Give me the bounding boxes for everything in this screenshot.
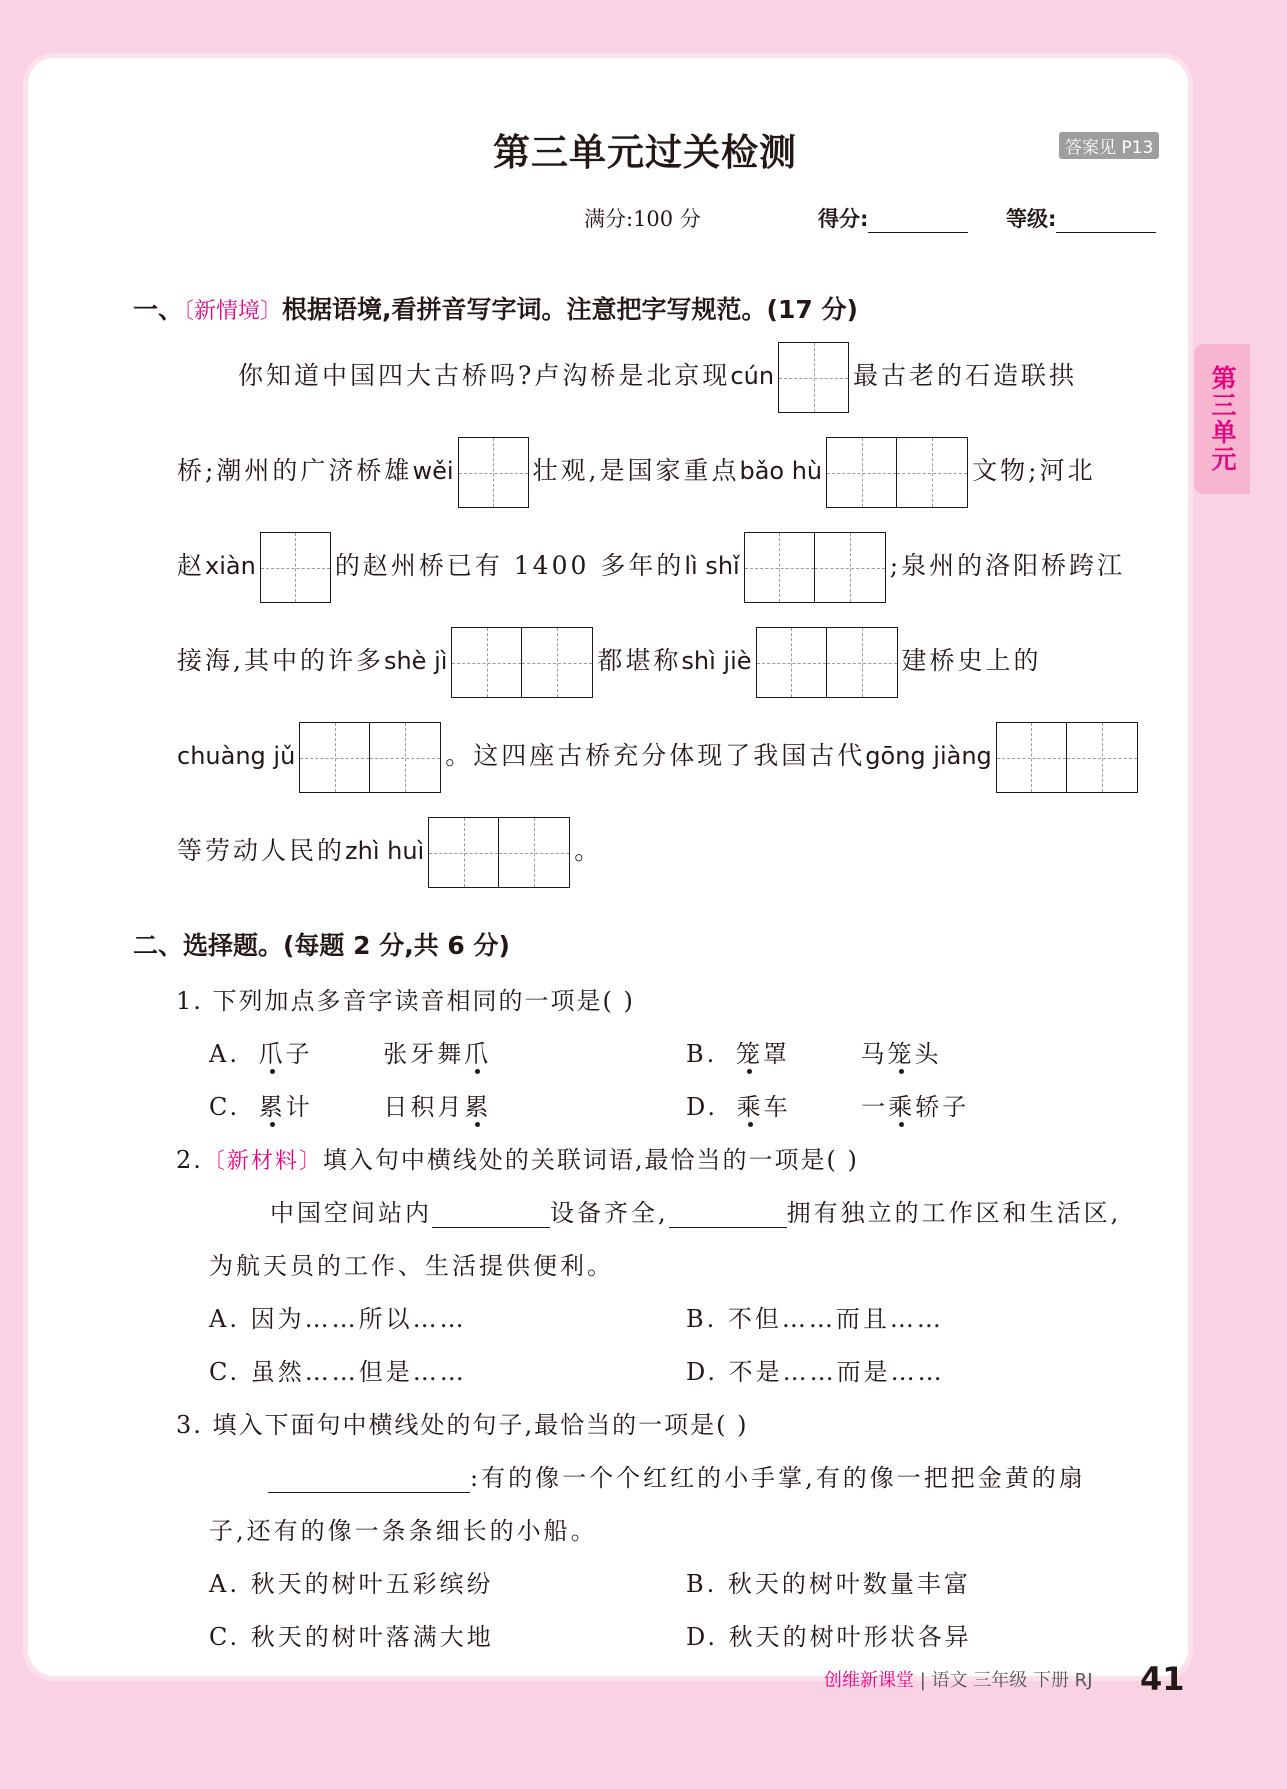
q2-sentence-1: [270, 1193, 1121, 1228]
score-field: [818, 203, 968, 233]
char-box[interactable]: [744, 532, 815, 603]
text: :有的像一个个红红的小手掌,有的像一把把金黄的扇: [470, 1464, 1086, 1492]
text: 赵: [177, 551, 206, 580]
grade-label: 等级:: [1006, 207, 1057, 231]
pinyin-lishi: lì shǐ: [684, 552, 740, 580]
word: 马笼头: [860, 1040, 942, 1068]
answer-boxes-cun[interactable]: [778, 342, 849, 413]
q1-option-d[interactable]: [686, 1087, 969, 1122]
char-box[interactable]: [370, 722, 441, 793]
grade-field: [1006, 203, 1156, 233]
word: 笼罩: [735, 1040, 790, 1068]
text: 桥;潮州的广济桥雄: [177, 456, 413, 485]
q2-option-a[interactable]: A. 因为……所以……: [209, 1305, 467, 1333]
answer-boxes-chuangju[interactable]: [299, 722, 441, 793]
q1-option-c[interactable]: [209, 1087, 491, 1122]
answer-boxes-gongjiang[interactable]: [996, 722, 1138, 793]
text: 拥有独立的工作区和生活区,: [786, 1199, 1122, 1227]
text: 文物;河北: [972, 456, 1096, 485]
char-box[interactable]: [826, 437, 897, 508]
word: 爪子: [258, 1040, 313, 1068]
new-context-tag: 〔新情境〕: [183, 299, 283, 324]
s1-line-5: [177, 722, 1142, 793]
page-title: 第三单元过关检测: [493, 131, 797, 174]
char-box[interactable]: [996, 722, 1067, 793]
answer-boxes-lishi[interactable]: [744, 532, 886, 603]
q2-option-d[interactable]: D. 不是……而是……: [686, 1358, 945, 1386]
q2-number: 2.: [176, 1146, 203, 1174]
char-box[interactable]: [827, 627, 898, 698]
q3-sentence-1: [268, 1458, 1086, 1493]
pinyin-shijie: shì jiè: [681, 647, 752, 675]
text: 等劳动人民的: [177, 836, 346, 865]
s1-line-3: [177, 532, 1125, 603]
section-1-number: 一、: [133, 295, 184, 324]
char-box[interactable]: [815, 532, 886, 603]
pinyin-zhihui: zhì huì: [345, 837, 425, 865]
text: ;泉州的洛阳桥跨江: [889, 551, 1126, 580]
char-box[interactable]: [458, 437, 529, 508]
score-label: 得分:: [818, 207, 869, 231]
section-1-instruction: 根据语境,看拼音写字词。注意把字写规范。(17 分): [282, 295, 858, 324]
pinyin-gongjiang: gōng jiàng: [865, 742, 992, 770]
pinyin-cun: cún: [730, 362, 775, 390]
word: 乘车: [736, 1093, 791, 1121]
footer-info: | 语文 三年级 下册 RJ: [919, 1670, 1093, 1691]
word: 张牙舞爪: [383, 1040, 492, 1068]
fill-blank[interactable]: [669, 1204, 787, 1228]
q2-instruction: 填入句中横线处的关联词语,最恰当的一项是( ): [322, 1146, 859, 1174]
text: 最古老的石造联拱: [853, 361, 1078, 390]
q3-option-b[interactable]: B. 秋天的树叶数量丰富: [686, 1570, 971, 1598]
option-label: C.: [209, 1093, 241, 1121]
fill-blank[interactable]: [268, 1469, 470, 1493]
word: 累计: [258, 1093, 313, 1121]
text: 中国空间站内: [270, 1199, 432, 1227]
text: 的赵州桥已有 1400 多年的: [334, 551, 685, 580]
q2-option-c[interactable]: C. 虽然……但是……: [209, 1358, 467, 1386]
q2-sentence-2: 为航天员的工作、生活提供便利。: [209, 1252, 614, 1280]
text: 建桥史上的: [901, 646, 1042, 675]
q1-option-a[interactable]: [209, 1034, 491, 1069]
answer-boxes-baohu[interactable]: [826, 437, 968, 508]
option-label: A.: [209, 1040, 240, 1068]
answer-boxes-sheji[interactable]: [451, 627, 593, 698]
q3-option-d[interactable]: D. 秋天的树叶形状各异: [686, 1623, 972, 1651]
word: 一乘轿子: [861, 1093, 970, 1121]
q3-option-c[interactable]: C. 秋天的树叶落满大地: [209, 1623, 494, 1651]
char-box[interactable]: [260, 532, 331, 603]
text: 。: [574, 836, 603, 865]
answer-boxes-xian[interactable]: [260, 532, 331, 603]
grade-blank[interactable]: [1056, 211, 1156, 233]
char-box[interactable]: [1067, 722, 1138, 793]
text: 。这四座古桥充分体现了我国古代: [445, 741, 866, 770]
char-box[interactable]: [499, 817, 570, 888]
footer-brand: 创维新课堂: [824, 1670, 914, 1691]
char-box[interactable]: [522, 627, 593, 698]
char-box[interactable]: [756, 627, 827, 698]
char-box[interactable]: [451, 627, 522, 698]
text: 接海,其中的许多: [177, 646, 384, 675]
char-box[interactable]: [299, 722, 370, 793]
page-number: 41: [1140, 1660, 1185, 1698]
pinyin-wei: wěi: [412, 457, 454, 485]
answer-boxes-wei[interactable]: [458, 437, 529, 508]
q3-option-a[interactable]: A. 秋天的树叶五彩缤纷: [209, 1570, 494, 1598]
s1-line-4: [177, 627, 1042, 698]
new-material-tag: 〔新材料〕: [202, 1149, 323, 1174]
word: 日积月累: [383, 1093, 492, 1121]
option-label: D.: [686, 1093, 719, 1121]
text: 壮观,是国家重点: [532, 456, 740, 485]
footer-series: [824, 1666, 1093, 1692]
pinyin-baohu: bǎo hù: [739, 457, 823, 485]
q2-stem: [176, 1140, 859, 1175]
q1-option-b[interactable]: [686, 1034, 942, 1069]
text: 都堪称: [597, 646, 682, 675]
s1-line-6: [177, 817, 602, 888]
pinyin-xian: xiàn: [205, 552, 256, 580]
text: 你知道中国四大古桥吗?卢沟桥是北京现: [238, 361, 731, 390]
full-score: 满分:100 分: [584, 207, 701, 231]
pinyin-chuangju: chuàng jǔ: [177, 742, 296, 770]
pinyin-sheji: shè jì: [383, 647, 448, 675]
q2-option-b[interactable]: B. 不但……而且……: [686, 1305, 944, 1333]
answer-boxes-shijie[interactable]: [756, 627, 898, 698]
section-2-heading: 二、选择题。(每题 2 分,共 6 分): [133, 931, 510, 960]
q3-stem: 3. 填入下面句中横线处的句子,最恰当的一项是( ): [176, 1411, 749, 1439]
fill-blank[interactable]: [432, 1204, 550, 1228]
char-box[interactable]: [778, 342, 849, 413]
s1-line-1: [238, 342, 1077, 413]
char-box[interactable]: [428, 817, 499, 888]
s1-line-2: [177, 437, 1096, 508]
answer-reference-badge: 答案见 P13: [1059, 132, 1159, 159]
text: 设备齐全,: [550, 1199, 669, 1227]
score-blank[interactable]: [868, 211, 968, 233]
char-box[interactable]: [897, 437, 968, 508]
section-1-heading: [133, 290, 858, 326]
answer-boxes-zhihui[interactable]: [428, 817, 570, 888]
q3-sentence-2: 子,还有的像一条条细长的小船。: [209, 1517, 598, 1545]
q1-stem: 1. 下列加点多音字读音相同的一项是( ): [176, 987, 635, 1015]
option-label: B.: [686, 1040, 718, 1068]
unit-side-tab: 第三单元: [1194, 344, 1250, 494]
